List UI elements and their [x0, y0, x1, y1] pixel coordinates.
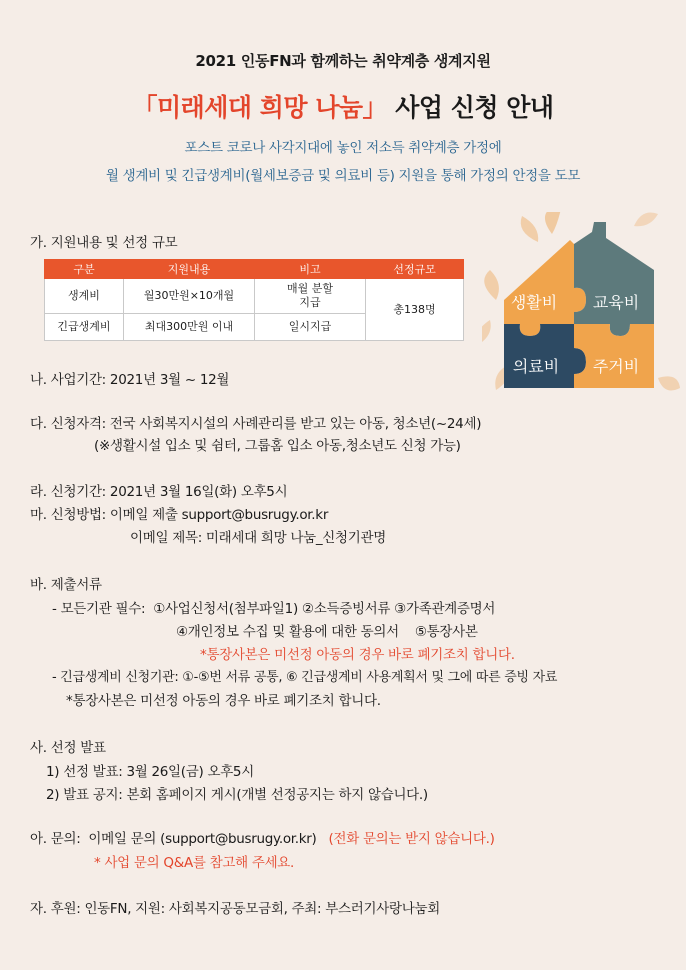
section-sa-heading: 사. 선정 발표 [30, 740, 106, 756]
piece-label-medical: 의료비 [512, 357, 560, 376]
piece-label-living: 생활비 [510, 293, 558, 312]
table-header-cell: 비고 [255, 260, 366, 279]
title-highlight: 「미래세대 희망 나눔」 [132, 93, 388, 122]
section-da-line-1: 다. 신청자격: 전국 사회복지시설의 사례관리를 받고 있는 아동, 청소년(~24세) [30, 416, 482, 432]
table-cell: 긴급생계비 [45, 314, 124, 341]
table-cell: 월30만원×10개월 [124, 279, 255, 314]
section-ba-line-4: - 긴급생계비 신청기관: ①-⑤번 서류 공통, ⑥ 긴급생계비 사용계획서 및 그에 따른 증빙 자료 [52, 670, 558, 685]
table-row [45, 279, 464, 314]
puzzle-house-illustration [482, 212, 682, 412]
section-ja: 자. 후원: 인동FN, 지원: 사회복지공동모금회, 주최: 부스러기사랑나눔회 [30, 901, 440, 917]
support-table [44, 259, 464, 341]
table-cell: 일시지급 [255, 314, 366, 341]
section-ma-line-1: 마. 신청방법: 이메일 제출 support@busrugy.or.kr [30, 507, 329, 523]
section-ba-line-2: ④개인정보 수집 및 활용에 대한 동의서 ⑤통장사본 [176, 624, 478, 640]
section-ma-line-2: 이메일 제목: 미래세대 희망 나눔_신청기관명 [130, 530, 387, 546]
piece-teal [574, 222, 654, 336]
section-ga-heading: 가. 지원내용 및 선정 규모 [30, 235, 178, 251]
table-cell: 매월 분할 지급 [255, 279, 366, 314]
piece-navy [504, 324, 586, 388]
section-ra: 라. 신청기간: 2021년 3월 16일(화) 오후5시 [30, 484, 288, 500]
table-cell: 최대300만원 이내 [124, 314, 255, 341]
table-cell: 생계비 [45, 279, 124, 314]
inquiry-email: 아. 문의: 이메일 문의 (support@busrugy.or.kr) [30, 831, 317, 847]
section-ba-heading: 바. 제출서류 [30, 577, 102, 593]
section-ba-line-3: *통장사본은 미선정 아동의 경우 바로 폐기조치 합니다. [200, 647, 515, 663]
title-rest: 사업 신청 안내 [387, 93, 554, 122]
no-phone-notice: (전화 문의는 받지 않습니다.) [328, 831, 495, 847]
table-header-cell: 구분 [45, 260, 124, 279]
section-na: 나. 사업기간: 2021년 3월 ~ 12월 [30, 372, 230, 388]
piece-orange [504, 240, 586, 336]
subtitle-line-2: 월 생계비 및 긴급생계비(월세보증금 및 의료비 등) 지원을 통해 가정의 안정을 도모 [105, 168, 581, 184]
section-a-line-2: * 사업 문의 Q&A를 참고해 주세요. [94, 855, 295, 871]
section-sa-line-1: 1) 선정 발표: 3월 26일(금) 오후5시 [46, 764, 254, 780]
section-ba-line-1: - 모든기관 필수: ①사업신청서(첨부파일1) ②소득증빙서류 ③가족관계증명서 [52, 601, 496, 617]
section-sa-line-2: 2) 발표 공지: 본회 홈페이지 게시(개별 선정공지는 하지 않습니다.) [46, 787, 428, 803]
page-title [0, 88, 686, 124]
piece-label-housing: 주거비 [592, 357, 640, 376]
table-header-cell: 지원내용 [124, 260, 255, 279]
piece-label-education: 교육비 [592, 293, 640, 312]
subtitle-line-1: 포스트 코로나 사각지대에 놓인 저소득 취약계층 가정에 [184, 140, 502, 156]
section-a-line-1 [30, 827, 495, 847]
supertitle: 2021 인동FN과 함께하는 취약계층 생계지원 [195, 52, 491, 70]
section-da-line-2: (※생활시설 입소 및 쉼터, 그룹홈 입소 아동,청소년도 신청 가능) [94, 438, 461, 454]
table-cell-scale: 총138명 [366, 279, 464, 341]
table-header-cell: 선정규모 [366, 260, 464, 279]
section-ba-line-5: *통장사본은 미선정 아동의 경우 바로 폐기조치 합니다. [66, 693, 381, 709]
